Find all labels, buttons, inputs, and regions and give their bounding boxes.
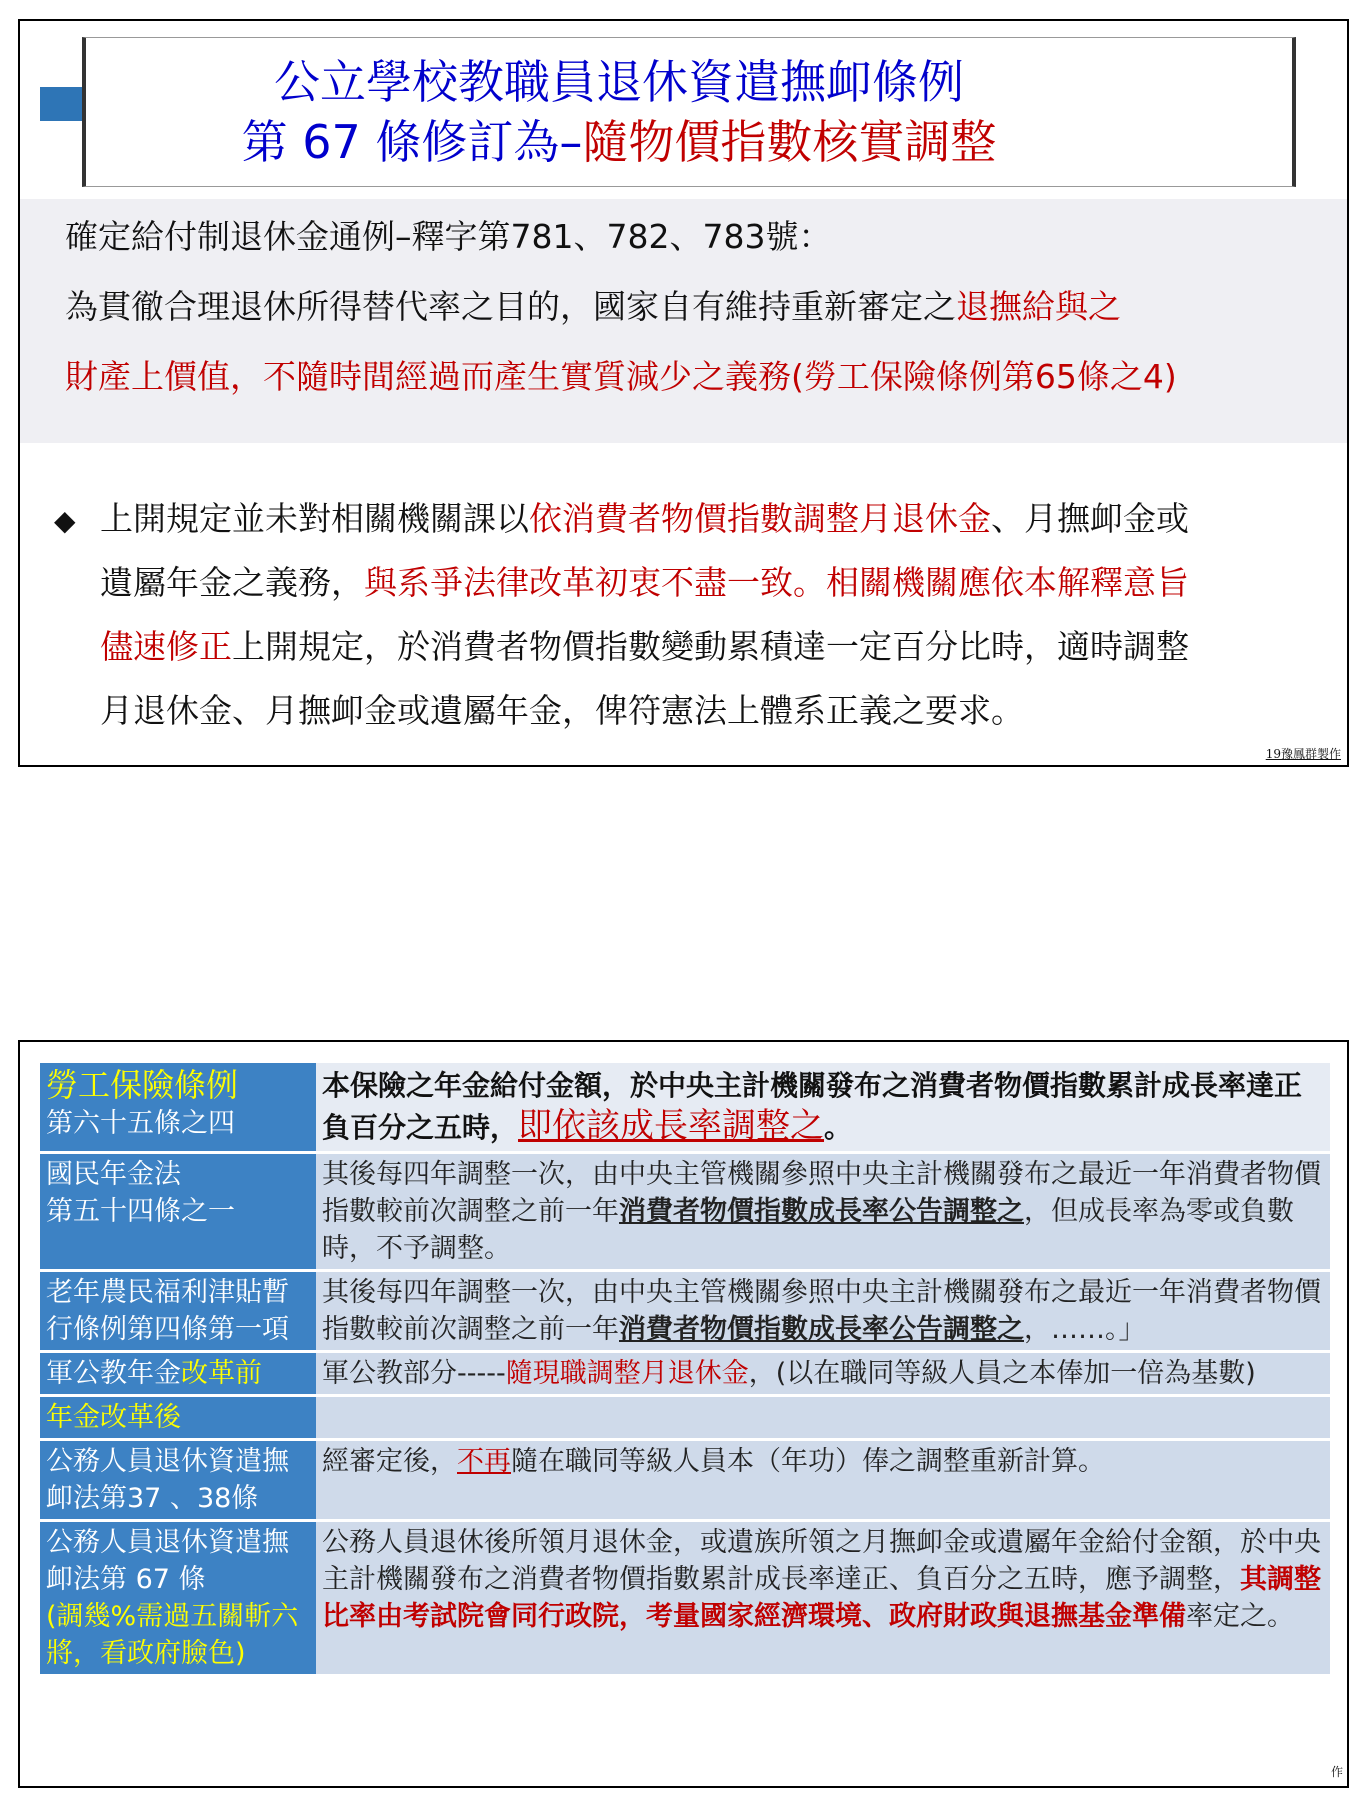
table-row: [40, 1353, 1330, 1394]
row-law-name: [40, 1522, 316, 1674]
slide-2: [18, 1040, 1349, 1788]
row-content: [316, 1397, 1330, 1438]
bullet-line-3: [100, 625, 1189, 669]
content-a: 公務人員退休後所領月退休金，或遺族所領之月撫卹金或遺屬年金給付金額，於中央主計機關發布之消費者物價指數累計成長率達正、負百分之五時，應予調整，: [322, 1527, 1321, 1595]
table-row: [40, 1522, 1330, 1674]
row-law-name: [40, 1397, 316, 1438]
table-row: [40, 1063, 1330, 1151]
row-content: [316, 1522, 1330, 1674]
interpretation-band: [20, 199, 1347, 443]
bullet-l1-c: 、月撫卹金或: [991, 499, 1189, 538]
credit-text: 作: [1330, 1765, 1343, 1779]
law-title-b: 改革前: [181, 1358, 262, 1389]
law-title: 國民年金法: [46, 1159, 181, 1190]
bullet-l2-b: 與系爭法律改革初衷不盡一致。相關機關應依本解釋意旨: [364, 563, 1189, 602]
row-law-name: [40, 1063, 316, 1151]
content-a: 其後每四年調整一次，由中央主管機關參照中央主計機關發布之最近一年消費者物價指數較前次調整之前一年: [322, 1159, 1321, 1227]
title-line-2-blue: 第 67 條修訂為–: [241, 115, 583, 169]
row-content: [316, 1154, 1330, 1269]
content-a: 經審定後，: [322, 1446, 457, 1477]
bullet-l3-a: 儘速修正: [100, 627, 232, 666]
bullet-l3-b: 上開規定，於消費者物價指數變動累積達一定百分比時，適時調整: [232, 627, 1189, 666]
title-line-2-red: 隨物價指數核實調整: [582, 115, 997, 169]
law-title: 勞工保險條例: [46, 1066, 239, 1104]
content-b: 隨現職調整月退休金: [505, 1358, 749, 1389]
bullet-line-4: 月退休金、月撫卹金或遺屬年金，俾符憲法上體系正義之要求。: [100, 691, 1024, 730]
row-law-name: [40, 1441, 316, 1519]
row-content: [316, 1063, 1330, 1151]
band-line-3: 財產上價值，不隨時間經過而產生實質減少之義務(勞工保險條例第65條之4): [65, 357, 1177, 396]
law-title: 老年農民福利津貼暫行條例第四條第一項: [46, 1277, 289, 1345]
table-row: [40, 1441, 1330, 1519]
content-b: 消費者物價指數成長率公告調整之: [619, 1314, 1024, 1345]
content-a: 本保險之年金給付金額，於中央主計機關發布之消費者物價指數累計成長率達正負百分之五時，: [322, 1069, 1303, 1144]
content-c: 率定之。: [1186, 1601, 1294, 1632]
band-line-2: [65, 285, 1121, 329]
credit-text: 19豫鳳群製作: [1265, 747, 1341, 761]
bullet-l1-a: 上開規定並未對相關機關課以: [100, 499, 529, 538]
content-c: 隨在職同等級人員本（年功）俸之調整重新計算。: [511, 1446, 1105, 1477]
bullet-l2-a: 遺屬年金之義務，: [100, 563, 364, 602]
content-c: 。: [824, 1111, 853, 1144]
law-title: 公務人員退休資遣撫卹法第37 、38條: [46, 1446, 289, 1514]
row-content: [316, 1441, 1330, 1519]
law-title-a: 軍公教年金: [46, 1358, 181, 1389]
law-note: (調幾%需過五關斬六將，看政府臉色): [46, 1601, 299, 1669]
law-comparison-table: [40, 1060, 1330, 1677]
bullet-line-1: [100, 497, 1189, 541]
row-content: [316, 1353, 1330, 1394]
law-article: 第六十五條之四: [46, 1108, 235, 1139]
diamond-bullet-icon: ◆: [54, 504, 76, 537]
row-law-name: [40, 1353, 316, 1394]
law-title: 公務人員退休資遣撫卹法第 67 條: [46, 1527, 289, 1595]
content-c: ，……。」: [1024, 1314, 1146, 1345]
content-b: 消費者物價指數成長率公告調整之: [619, 1196, 1024, 1227]
law-article: 第五十四條之一: [46, 1196, 235, 1227]
content-a: 其後每四年調整一次，由中央主管機關參照中央主計機關發布之最近一年消費者物價指數較前次調整之前一年: [322, 1277, 1321, 1345]
band-line-2-red: 退撫給與之: [956, 287, 1121, 326]
row-law-name: [40, 1272, 316, 1350]
bullet-line-2: [100, 561, 1189, 605]
content-c: ，(以在職同等級人員之本俸加一倍為基數): [748, 1358, 1256, 1389]
title-line-2: [16, 114, 1222, 170]
bullet-l1-b: 依消費者物價指數調整月退休金: [529, 499, 991, 538]
law-title: 年金改革後: [46, 1402, 181, 1433]
band-line-2-text: 為貫徹合理退休所得替代率之目的，國家自有維持重新審定之: [65, 287, 956, 326]
content-a: 軍公教部分-----: [322, 1358, 506, 1389]
slide-1: [18, 19, 1349, 767]
content-b: 即依該成長率調整之: [518, 1106, 825, 1146]
row-content: [316, 1272, 1330, 1350]
content-b: 不再: [457, 1446, 511, 1477]
content-b: 其調整比率由考試院會同行政院，考量國家經濟環境、政府財政與退撫基金準備: [322, 1564, 1321, 1632]
title-line-1: 公立學校教職員退休資遣撫卹條例: [274, 55, 964, 109]
row-law-name: [40, 1154, 316, 1269]
table-row: [40, 1397, 1330, 1438]
band-line-1: 確定給付制退休金通例–釋字第781、782、783號：: [65, 217, 832, 256]
content-c: ，但成長率為零或負數時，不予調整。: [322, 1196, 1294, 1264]
title-box: [82, 37, 1296, 187]
table-row: [40, 1154, 1330, 1269]
table-row: [40, 1272, 1330, 1350]
